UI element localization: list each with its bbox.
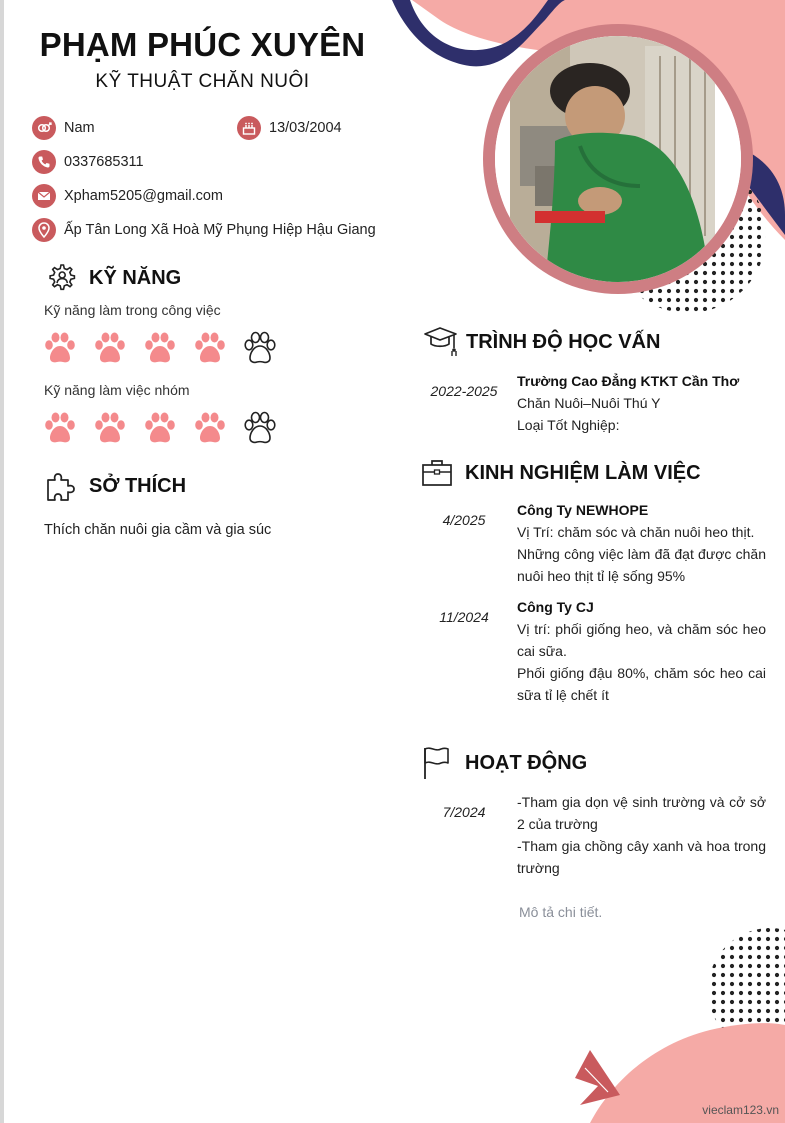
- paw-icon: [92, 331, 128, 370]
- experience-date-1: 4/2025: [442, 512, 486, 528]
- job-title: KỸ THUẬT CHĂN NUÔI: [95, 71, 310, 92]
- location-pin-icon: [32, 218, 56, 242]
- experience-entry-1: [517, 499, 766, 587]
- hobbies-text: Thích chăn nuôi gia cầm và gia súc: [44, 522, 272, 538]
- education-date: 2022-2025: [430, 383, 498, 399]
- puzzle-icon: [45, 470, 77, 502]
- detail-placeholder[interactable]: Mô tả chi tiết.: [519, 904, 603, 920]
- education-title: TRÌNH ĐỘ HỌC VẤN: [466, 330, 661, 353]
- skill-label-work: Kỹ năng làm trong công việc: [44, 302, 221, 318]
- skills-title: KỸ NĂNG: [89, 266, 182, 289]
- activity-line-2: -Tham gia chồng cây xanh và hoa trong trường: [517, 838, 766, 876]
- experience-date-2: 11/2024: [439, 609, 489, 625]
- paw-icon: [42, 331, 78, 370]
- cake-icon: [237, 116, 261, 140]
- school-grade: Loại Tốt Nghiệp:: [517, 417, 620, 433]
- activity-line-1: -Tham gia dọn vệ sinh trường và cở sở 2 của trường: [517, 794, 766, 832]
- education-entry: [517, 370, 766, 436]
- company-details: Những công việc làm đã đạt được chăn nuôi heo thịt tỉ lệ sống 95%: [517, 546, 766, 584]
- experience-title: KINH NGHIỆM LÀM VIỆC: [465, 461, 701, 484]
- paw-icon: [142, 331, 178, 370]
- company-role: Vị trí: phối giống heo, và chăm sóc heo cai sữa.: [517, 621, 766, 659]
- skill-rating-team: [42, 411, 278, 450]
- paw-icon: [42, 411, 78, 450]
- paw-icon: [192, 411, 228, 450]
- skill-rating-work: [42, 331, 278, 370]
- phone-value[interactable]: 0337685311: [64, 154, 144, 170]
- school-name: Trường Cao Đẳng KTKT Cần Thơ: [517, 373, 740, 389]
- watermark: vieclam123.vn: [702, 1103, 779, 1117]
- activities-title: HOẠT ĐỘNG: [465, 751, 588, 774]
- hobbies-title: SỞ THÍCH: [89, 474, 187, 497]
- page-left-edge: [0, 0, 4, 1123]
- contact-birthday: [237, 116, 342, 140]
- email-value[interactable]: Xpham5205@gmail.com: [64, 188, 223, 204]
- paw-icon: [192, 331, 228, 370]
- experience-entry-2: [517, 596, 766, 706]
- contact-phone: [32, 150, 144, 174]
- experience-heading: [421, 458, 701, 488]
- briefcase-icon: [421, 458, 453, 488]
- company-name: Công Ty CJ: [517, 599, 594, 615]
- profile-photo: [495, 36, 741, 282]
- envelope-icon: [32, 184, 56, 208]
- paw-icon: [142, 411, 178, 450]
- gear-user-icon: [45, 262, 77, 294]
- school-major: Chăn Nuôi–Nuôi Thú Y: [517, 395, 661, 411]
- flag-icon: [421, 746, 453, 780]
- phone-icon: [32, 150, 56, 174]
- contact-email: [32, 184, 223, 208]
- address-value: Ấp Tân Long Xã Hoà Mỹ Phụng Hiệp Hậu Giang: [64, 222, 376, 238]
- contact-gender: [32, 116, 95, 140]
- candidate-name: PHẠM PHÚC XUYÊN: [39, 26, 366, 63]
- skills-heading: [45, 262, 181, 294]
- hobbies-heading: [45, 470, 186, 502]
- activity-entry: [517, 791, 766, 879]
- gender-icon: [32, 116, 56, 140]
- paw-icon: [242, 331, 278, 370]
- company-name: Công Ty NEWHOPE: [517, 502, 649, 518]
- education-heading: [423, 326, 660, 358]
- profile-photo-illustration: [495, 36, 741, 282]
- gender-value: Nam: [64, 120, 95, 136]
- activity-date: 7/2024: [442, 804, 486, 820]
- birthday-value: 13/03/2004: [269, 120, 342, 136]
- paw-icon: [242, 411, 278, 450]
- activities-heading: [421, 746, 587, 780]
- graduation-cap-icon: [423, 326, 459, 358]
- skill-label-team: Kỹ năng làm việc nhóm: [44, 382, 190, 398]
- contact-address: [32, 218, 376, 242]
- company-role: Vị Trí: chăm sóc và chăn nuôi heo thịt.: [517, 524, 755, 540]
- paw-icon: [92, 411, 128, 450]
- company-details: Phối giống đậu 80%, chăm sóc heo cai sữa tỉ lệ chết ít: [517, 665, 766, 703]
